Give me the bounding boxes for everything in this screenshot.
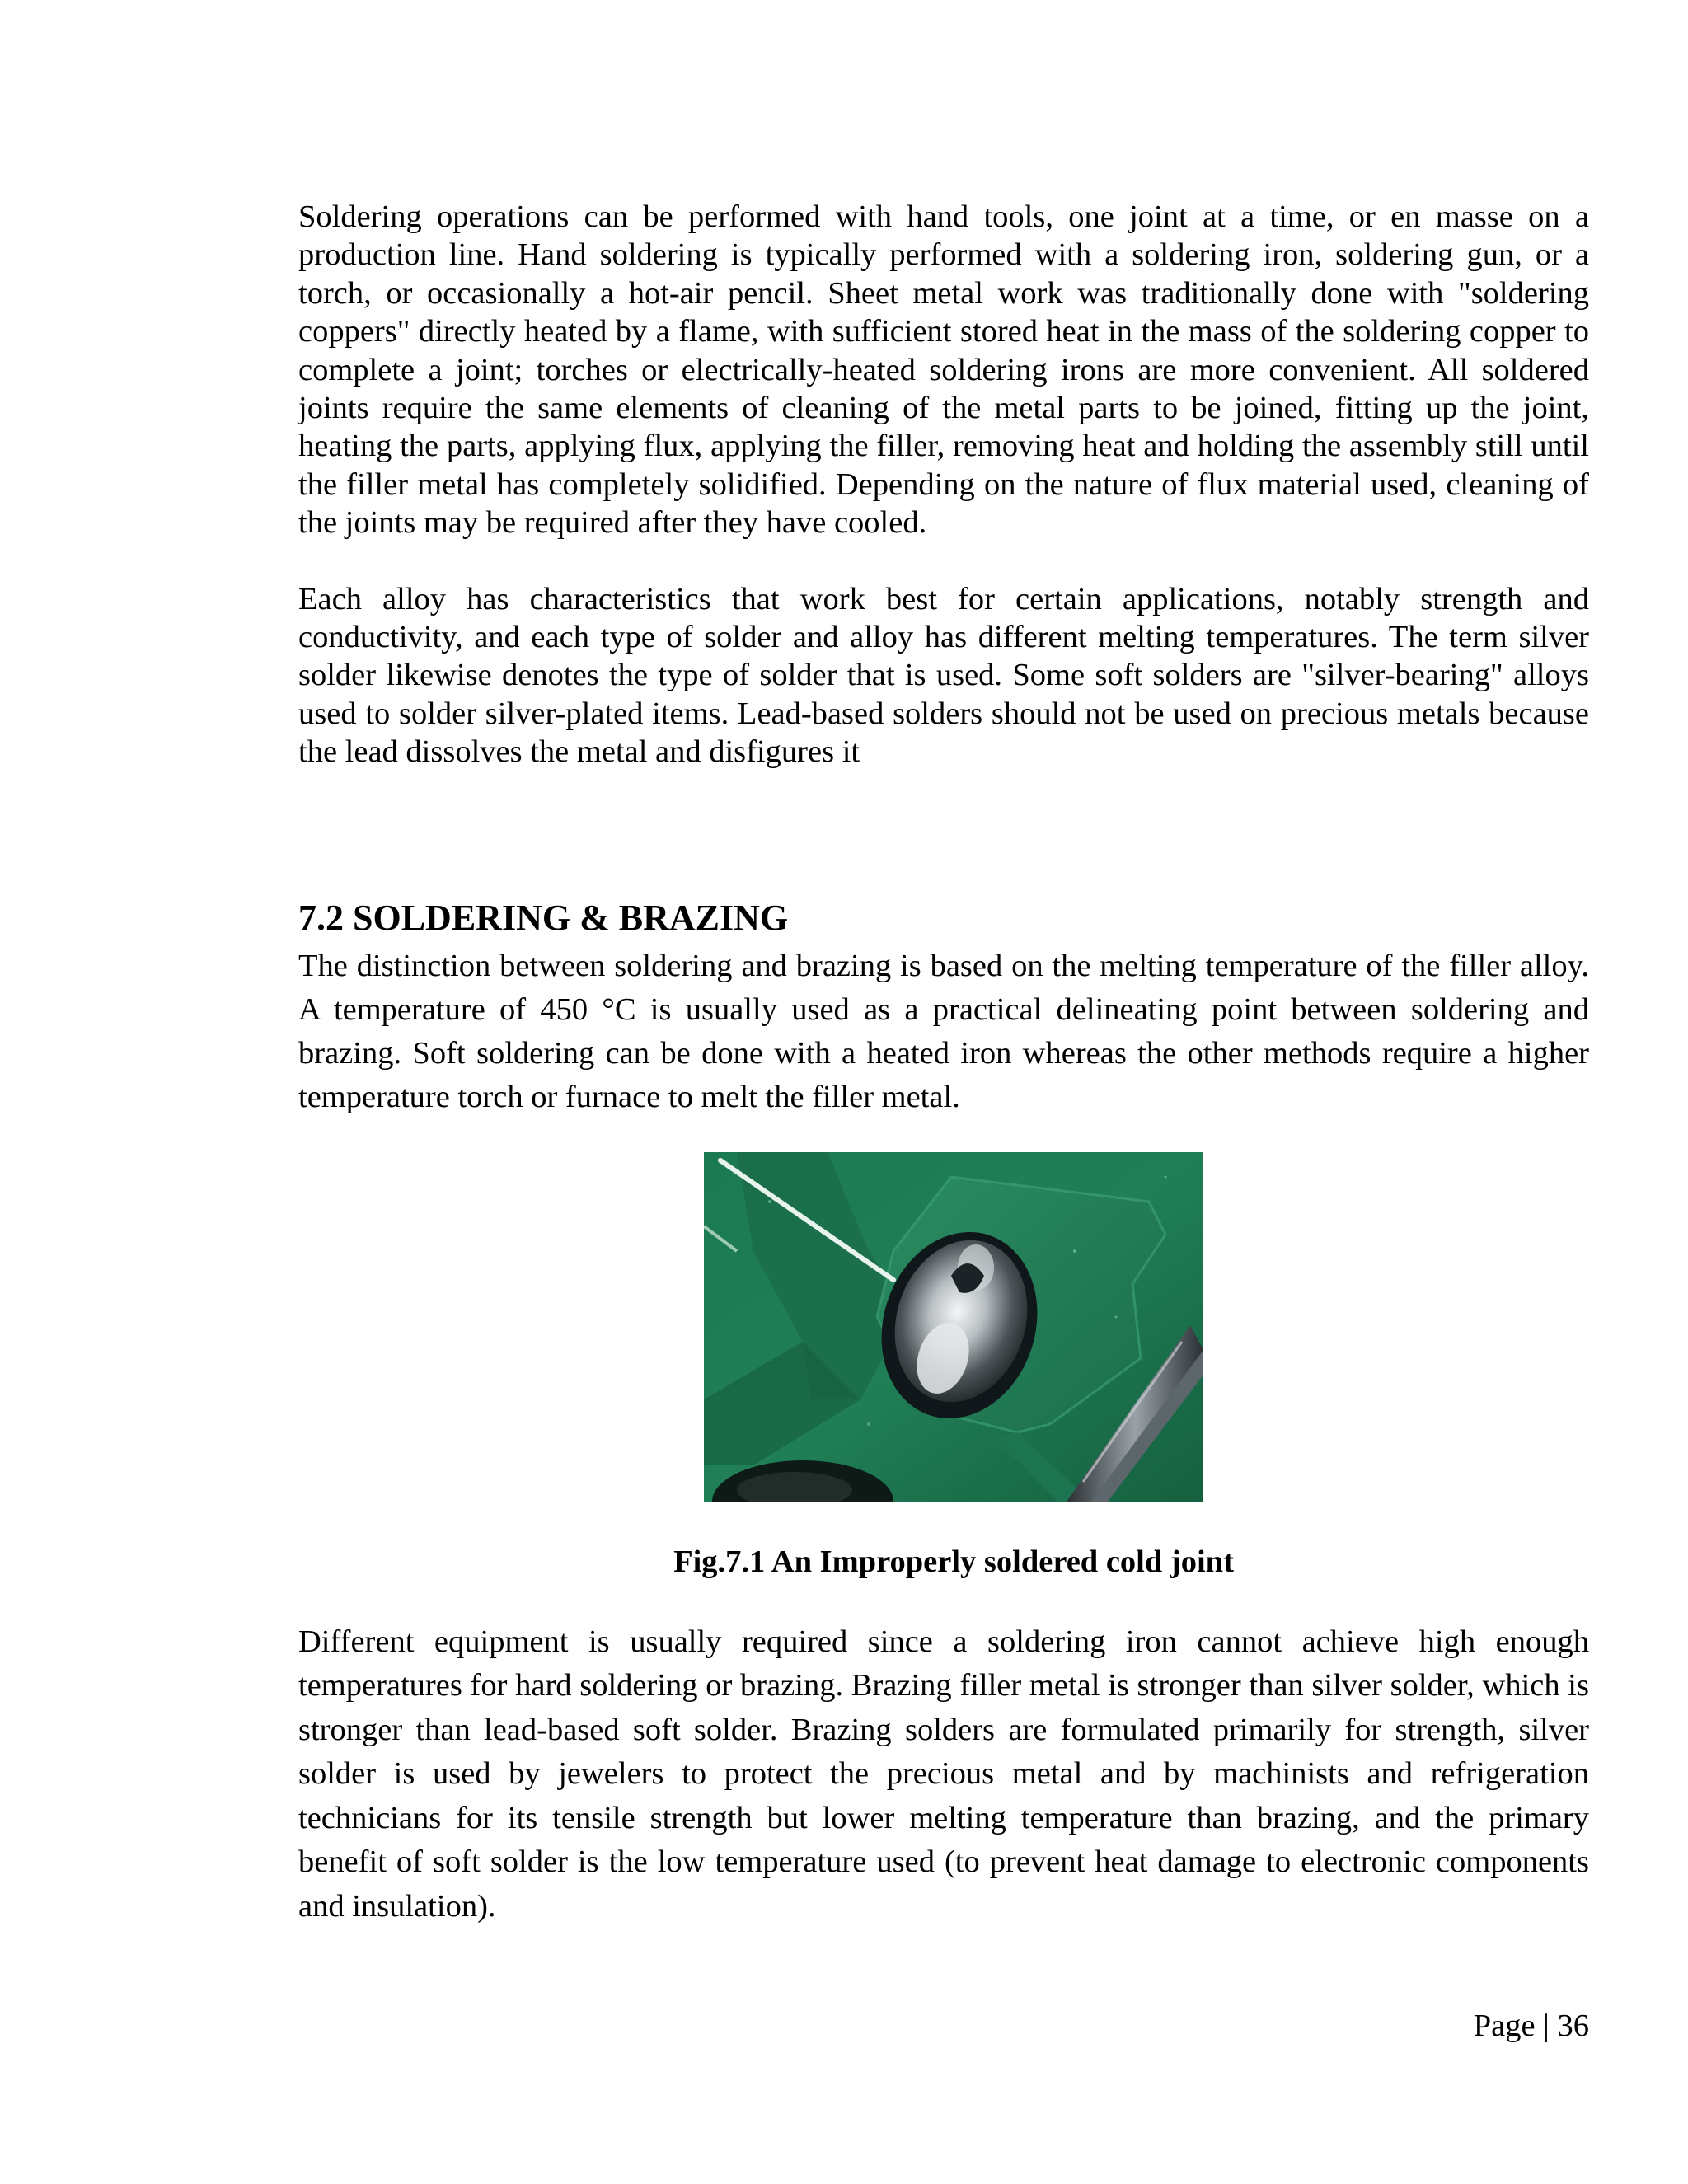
figure-caption: Fig.7.1 An Improperly soldered cold joint — [673, 1544, 1234, 1579]
figure-image-cold-solder-joint — [704, 1152, 1203, 1502]
section-paragraph-2: Different equipment is usually required since a soldering iron cannot achieve high enough temperatures for hard soldering or brazing. Brazing filler metal is stronger than silver solder, which is stronger than lead-based soft solder. Brazing solders are formulated primarily for strength, silver solder is used by jewelers to protect the precious metal and by machinists and refrigeration technicians for its tensile strength but lower melting temperature than brazing, and the primary benefit of soft solder is the low temperature used (to prevent heat damage to electronic components and insulation). — [298, 1624, 1589, 1924]
section-heading: 7.2 SOLDERING & BRAZING — [298, 897, 789, 938]
body-paragraph-1: Soldering operations can be performed with hand tools, one joint at a time, or en masse on a production line. Hand soldering is typically performed with a soldering iron, soldering gun, or a torch, or occasionally a hot-air pencil. Sheet metal work was traditionally done with "soldering coppers" directly heated by a flame, with sufficient stored heat in the mass of the soldering copper to complete a joint; torches or electrically-heated soldering irons are more convenient. All soldered joints require the same elements of cleaning of the metal parts to be joined, fitting up the joint, heating the parts, applying flux, applying the filler, removing heat and holding the assembly still until the filler metal has completely solidified. Depending on the nature of flux material used, cleaning of the joints may be required after they have cooled. — [298, 199, 1589, 541]
page-content — [298, 198, 1589, 1929]
body-paragraph-2: Each alloy has characteristics that work best for certain applications, notably strength and conductivity, and each type of solder and alloy has different melting temperatures. The term silver solder likewise denotes the type of solder that is used. Some soft solders are "silver-bearing" alloys used to solder silver-plated items. Lead-based solders should not be used on precious metals because the lead dissolves the metal and disfigures it — [298, 581, 1589, 770]
pcb-photo — [704, 1152, 1203, 1502]
section-paragraph-1: The distinction between soldering and brazing is based on the melting temperature of the filler alloy. A temperature of 450 °C is usually used as a practical delineating point between soldering and brazing. Soft soldering can be done with a heated iron whereas the other methods require a higher temperature torch or furnace to melt the filler metal. — [298, 948, 1589, 1114]
page-number: Page | 36 — [1473, 2008, 1589, 2043]
